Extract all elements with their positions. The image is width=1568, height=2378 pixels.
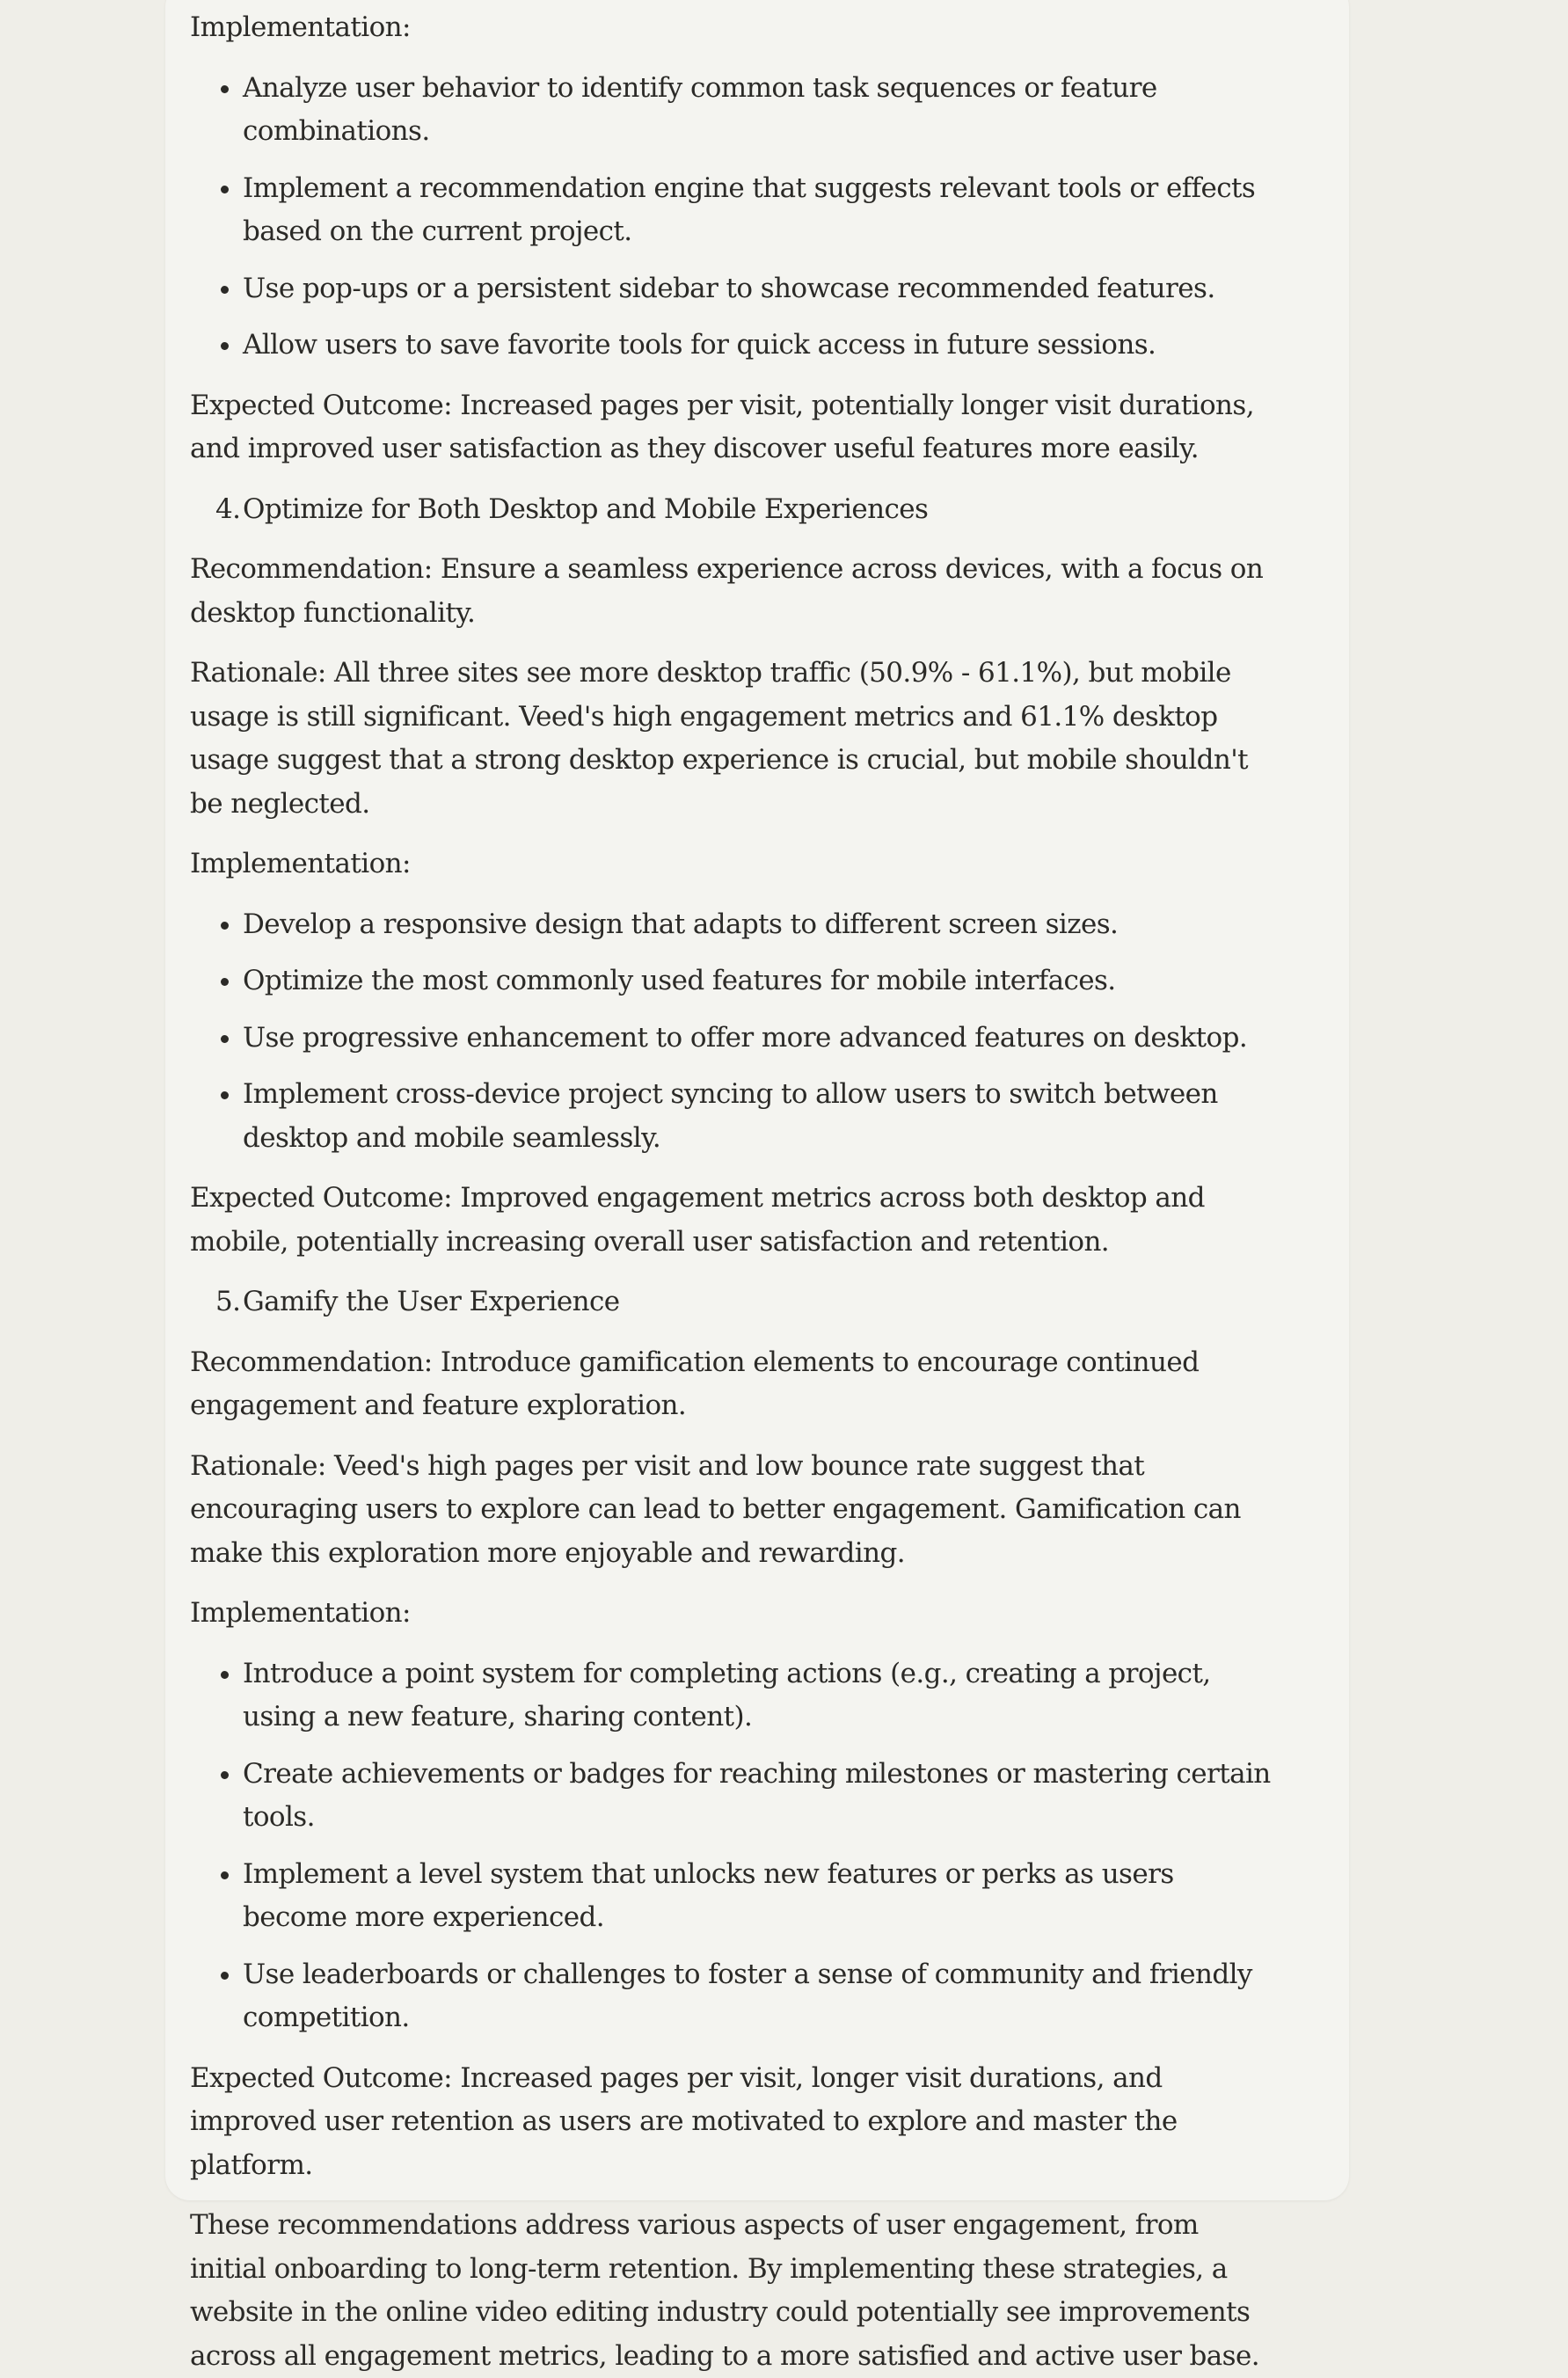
list-item: • Implement cross-device project syncing to allow users to switch between desktop and mobile seamlessly. [243, 1073, 1280, 1160]
list-item: • Use progressive enhancement to offer more advanced features on desktop. [243, 1017, 1280, 1061]
conclusion: These recommendations address various aspects of user engagement, from initial onboarding to long-term retention. By implementing these strategies, a website in the online video editing industry could potentially see improvements across all engagement metrics, leading to a more satisfied and active user base. [190, 2209, 1259, 2372]
section-heading-5 [190, 1280, 1280, 1324]
list-item: • Develop a responsive design that adapts to different screen sizes. [243, 903, 1280, 947]
list-item: • Implement a recommendation engine that suggests relevant tools or effects based on the current project. [243, 167, 1280, 254]
recommendation: Recommendation: Ensure a seamless experience across devices, with a focus on desktop functionality. [190, 553, 1264, 629]
section-title: Gamify the User Experience [243, 1286, 620, 1317]
expected-outcome: Expected Outcome: Increased pages per visit, potentially longer visit durations, and improved user satisfaction as they discover useful features more easily. [190, 389, 1254, 464]
recommendation: Recommendation: Introduce gamification elements to encourage continued engagement and feature exploration. [190, 1346, 1200, 1421]
list-item: • Create achievements or badges for reaching milestones or mastering certain tools. [243, 1753, 1280, 1840]
implementation-list [190, 1652, 1280, 2040]
implementation-list [190, 67, 1280, 368]
rationale: Rationale: Veed's high pages per visit and low bounce rate suggest that encouraging users to explore can lead to better engagement. Gamification can make this exploration more enjoyable and rewarding. [190, 1449, 1241, 1569]
section-number: 5. [215, 1286, 241, 1317]
expected-outcome: Expected Outcome: Improved engagement metrics across both desktop and mobile, potentially increasing overall user satisfaction and retention. [190, 1182, 1205, 1258]
expected-outcome: Expected Outcome: Increased pages per visit, longer visit durations, and improved user retention as users are motivated to explore and master the platform. [190, 2061, 1178, 2181]
rationale: Rationale: All three sites see more desktop traffic (50.9% - 61.1%), but mobile usage is still significant. Veed's high engagement metrics and 61.1% desktop usage suggest that a strong desktop experience is crucial, but mobile shouldn't be neglected. [190, 657, 1248, 820]
implementation-label: Implementation: [190, 848, 411, 879]
assistant-message-card [165, 0, 1349, 2372]
list-item: • Analyze user behavior to identify common task sequences or feature combinations. [243, 67, 1280, 154]
list-item: • Use leaderboards or challenges to foster a sense of community and friendly competition. [243, 1953, 1280, 2040]
list-item: • Implement a level system that unlocks new features or perks as users become more experienced. [243, 1853, 1280, 1940]
list-item: • Optimize the most commonly used features for mobile interfaces. [243, 959, 1280, 1003]
implementation-label: Implementation: [190, 1597, 411, 1629]
implementation-list [190, 903, 1280, 1161]
message-content [190, 6, 1280, 2378]
list-item: • Introduce a point system for completing actions (e.g., creating a project, using a new feature, sharing content). [243, 1652, 1280, 1740]
section-heading-4 [190, 488, 1280, 532]
list-item: • Use pop-ups or a persistent sidebar to showcase recommended features. [243, 267, 1280, 311]
section-title: Optimize for Both Desktop and Mobile Experiences [243, 492, 929, 525]
section-number: 4. [215, 492, 241, 525]
implementation-label: Implementation: [190, 11, 411, 43]
list-item: • Allow users to save favorite tools for quick access in future sessions. [243, 324, 1280, 368]
